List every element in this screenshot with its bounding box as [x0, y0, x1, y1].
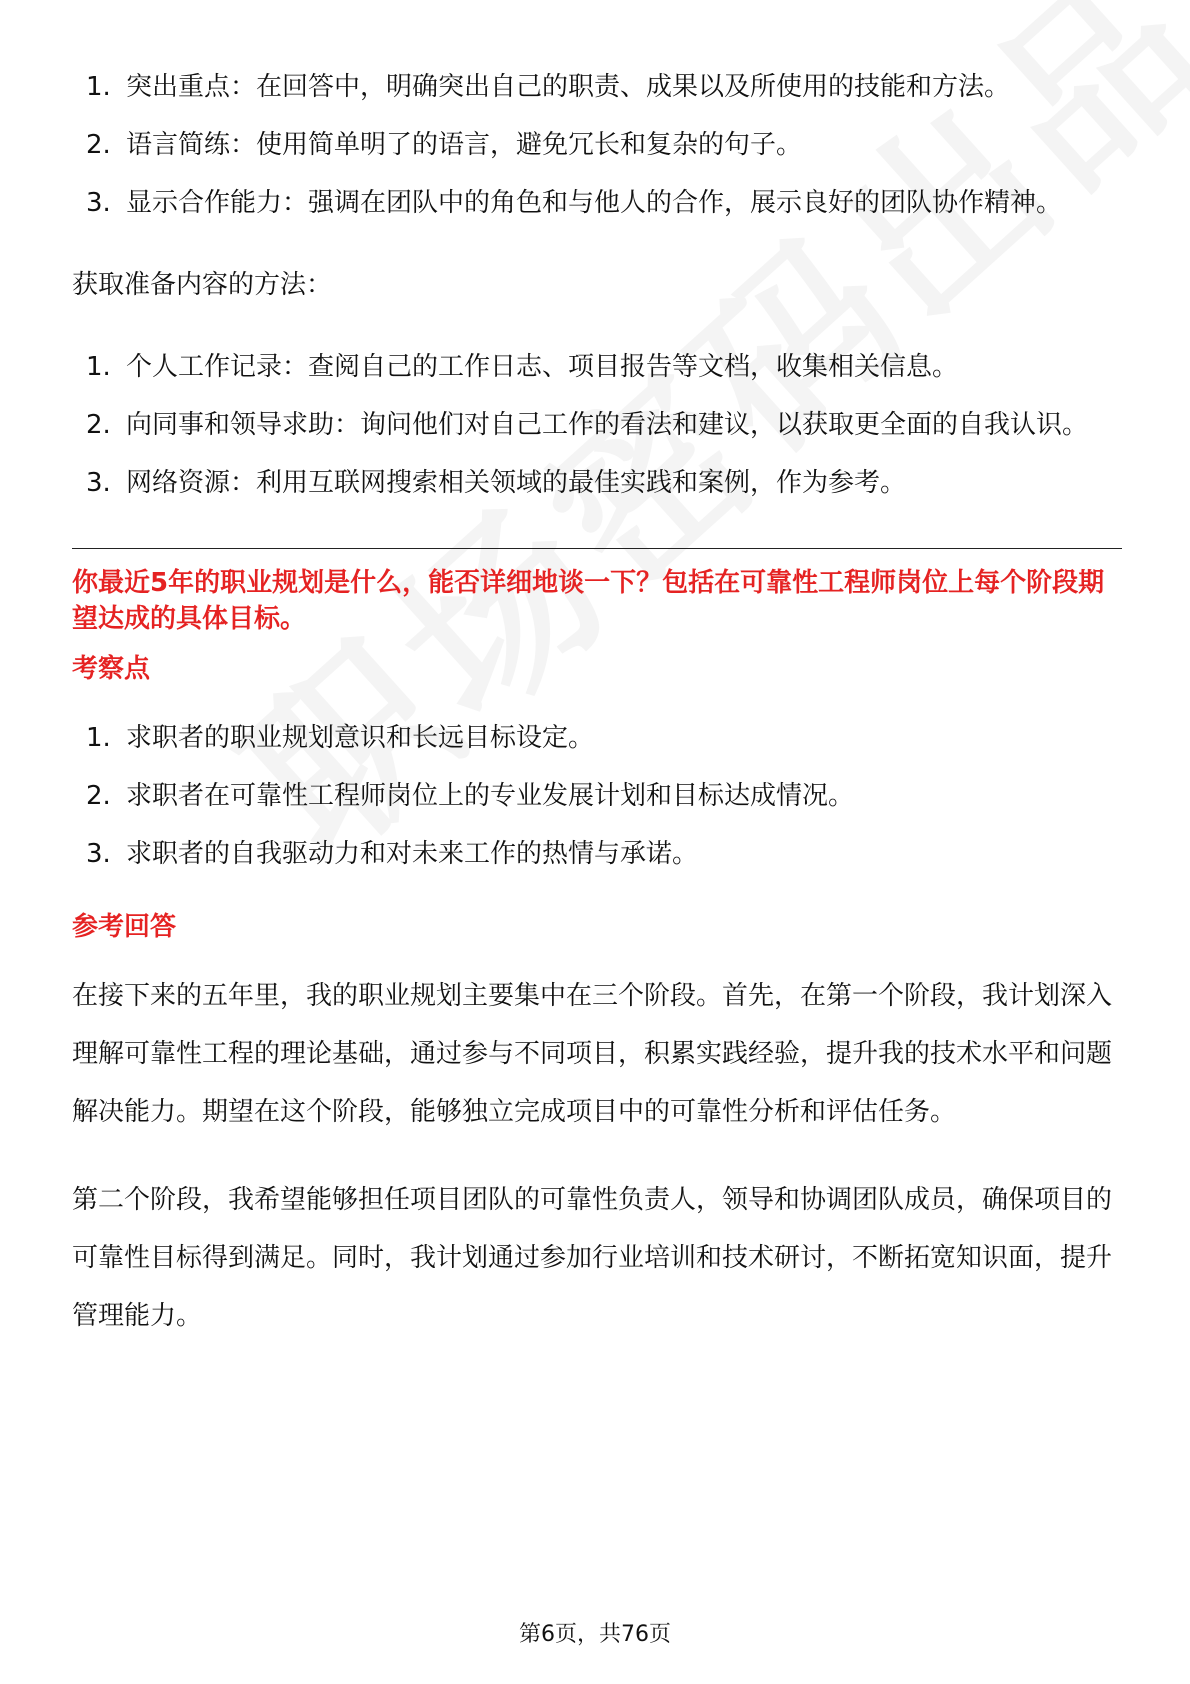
methods-list	[72, 338, 1122, 512]
list-text: 求职者的自我驱动力和对未来工作的热情与承诺。	[126, 839, 699, 869]
list-number: 2.	[86, 410, 111, 440]
list-item	[72, 396, 1122, 454]
list-text: 求职者的职业规划意识和长远目标设定。	[126, 723, 595, 753]
list-text: 语言简练：使用简单明了的语言，避免冗长和复杂的句子。	[126, 130, 803, 160]
list-item	[72, 338, 1122, 396]
methods-heading: 获取准备内容的方法：	[72, 270, 333, 300]
page-content	[72, 58, 1122, 1345]
list-item	[72, 58, 1122, 116]
answer-paragraph: 第二个阶段，我希望能够担任项目团队的可靠性负责人，领导和协调团队成员，确保项目的可靠性目标得到满足。同时，我计划通过参加行业培训和技术研讨，不断拓宽知识面，提升管理能力。	[72, 1185, 1113, 1331]
list-number: 3.	[86, 839, 111, 869]
list-text: 网络资源：利用互联网搜索相关领域的最佳实践和案例，作为参考。	[126, 468, 907, 498]
list-item	[72, 116, 1122, 174]
list-number: 3.	[86, 468, 111, 498]
list-text: 向同事和领导求助：询问他们对自己工作的看法和建议，以获取更全面的自我认识。	[126, 410, 1089, 440]
answer-heading: 参考回答	[72, 912, 177, 942]
page-footer: 第6页，共76页	[519, 1622, 671, 1647]
list-number: 2.	[86, 781, 111, 811]
list-item	[72, 174, 1122, 232]
list-number: 1.	[86, 72, 111, 102]
exam-points-heading: 考察点	[72, 654, 151, 684]
list-text: 个人工作记录：查阅自己的工作日志、项目报告等文档，收集相关信息。	[126, 352, 959, 382]
exam-points-list	[72, 709, 1122, 883]
list-item	[72, 709, 1122, 767]
answer-paragraph: 在接下来的五年里，我的职业规划主要集中在三个阶段。首先，在第一个阶段，我计划深入理解可靠性工程的理论基础，通过参与不同项目，积累实践经验，提升我的技术水平和问题解决能力。期望在这个阶段，能够独立完成项目中的可靠性分析和评估任务。	[72, 981, 1113, 1127]
list-text: 显示合作能力：强调在团队中的角色和与他人的合作，展示良好的团队协作精神。	[126, 188, 1063, 218]
list-text: 求职者在可靠性工程师岗位上的专业发展计划和目标达成情况。	[126, 781, 855, 811]
tips-list	[72, 58, 1122, 232]
list-number: 2.	[86, 130, 111, 160]
list-item	[72, 454, 1122, 512]
list-number: 1.	[86, 352, 111, 382]
list-item	[72, 767, 1122, 825]
list-number: 3.	[86, 188, 111, 218]
list-item	[72, 825, 1122, 883]
list-number: 1.	[86, 723, 111, 753]
list-text: 突出重点：在回答中，明确突出自己的职责、成果以及所使用的技能和方法。	[126, 72, 1011, 102]
question-title: 你最近5年的职业规划是什么，能否详细地谈一下？包括在可靠性工程师岗位上每个阶段期望达成的具体目标。	[72, 568, 1105, 634]
